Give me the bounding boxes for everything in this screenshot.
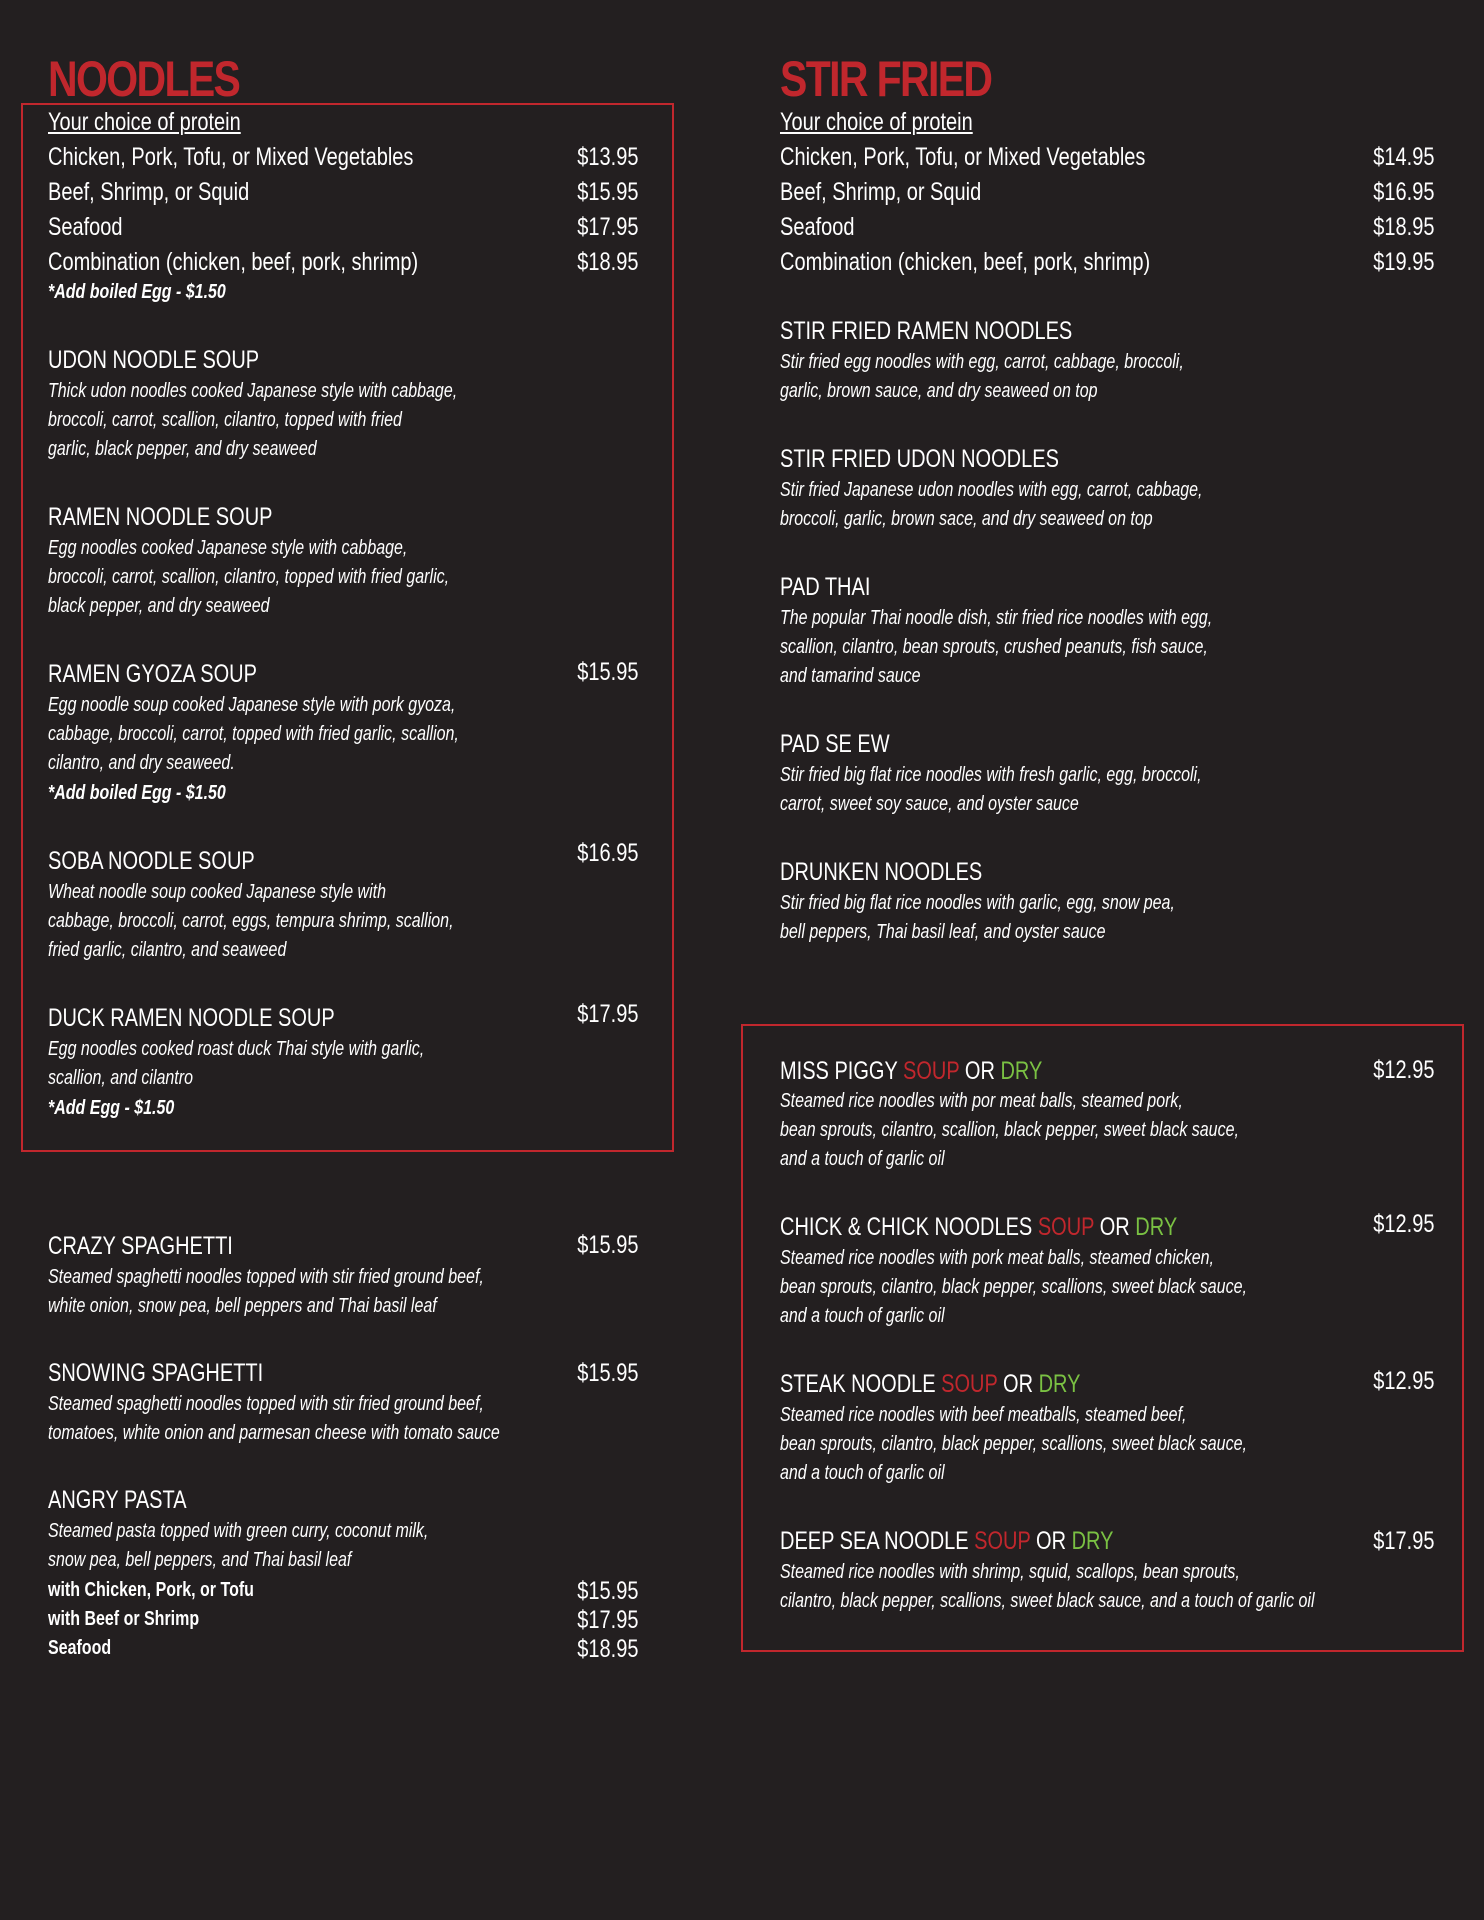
item-description: Stir fried big flat rice noodles with garlic, egg, snow pea, bell peppers, Thai basil leaf, and oyster sauce [780, 892, 1175, 943]
item-name: STIR FRIED RAMEN NOODLES [780, 317, 1073, 345]
stir-fried-protein-price: $19.95 [1372, 248, 1434, 276]
stir-fried-protein-price: $18.95 [1372, 213, 1434, 241]
item-price: $17.95 [576, 1000, 638, 1028]
soup-or-dry-item-title [780, 1211, 1177, 1243]
item-description: Steamed spaghetti noodles topped with stir fried ground beef, tomatoes, white onion and parmesan cheese with tomato sauce [48, 1393, 500, 1444]
item-description: Steamed rice noodles with por meat balls, steamed pork, bean sprouts, cilantro, scallion, black pepper, sweet black sauce, and a touch of garlic oil [780, 1090, 1239, 1170]
dry-label: DRY [1071, 1527, 1114, 1555]
noodles-protein-price: $15.95 [576, 178, 638, 206]
item-price: $16.95 [576, 839, 638, 867]
or-label: OR [1036, 1527, 1067, 1555]
or-label: OR [1003, 1370, 1034, 1398]
soup-or-dry-item-title [780, 1055, 1042, 1087]
item-name: RAMEN NOODLE SOUP [48, 503, 273, 531]
item-description: Egg noodles cooked roast duck Thai style with garlic, scallion, and cilantro [48, 1038, 425, 1089]
item-description: Wheat noodle soup cooked Japanese style with cabbage, broccoli, carrot, eggs, tempura shrimp, scallion, fried garlic, cilantro, and seaweed [48, 881, 454, 961]
item-price: $12.95 [1372, 1210, 1434, 1238]
item-name: PAD SE EW [780, 730, 890, 758]
noodles-protein-heading: Your choice of protein [48, 108, 241, 136]
item-price: $17.95 [1372, 1527, 1434, 1555]
soup-or-dry-item-title [780, 1368, 1080, 1400]
stir-fried-protein-heading: Your choice of protein [780, 108, 973, 136]
noodles-protein-price: $17.95 [576, 213, 638, 241]
item-description: Thick udon noodles cooked Japanese style with cabbage, broccoli, carrot, scallion, cilantro, topped with fried garlic, black pepper, and dry seaweed [48, 380, 458, 460]
noodles-protein-label: Chicken, Pork, Tofu, or Mixed Vegetables [48, 143, 414, 171]
item-description: The popular Thai noodle dish, stir fried rice noodles with egg, scallion, cilantro, bean sprouts, crushed peanuts, fish sauce, and tamarind sauce [780, 607, 1213, 687]
noodles-protein-label: Combination (chicken, beef, pork, shrimp) [48, 248, 419, 276]
item-description: Steamed rice noodles with beef meatballs, steamed beef, bean sprouts, cilantro, black pepper, scallions, sweet black sauce, and a touch of garlic oil [780, 1404, 1247, 1484]
item-name: PAD THAI [780, 573, 871, 601]
item-price: $15.95 [576, 1231, 638, 1259]
stir-fried-protein-label: Beef, Shrimp, or Squid [780, 178, 982, 206]
item-price: $12.95 [1372, 1056, 1434, 1084]
item-name: DRUNKEN NOODLES [780, 858, 983, 886]
egg-note: *Add boiled Egg - $1.50 [48, 782, 226, 804]
item-description: Stir fried big flat rice noodles with fresh garlic, egg, broccoli, carrot, sweet soy sauce, and oyster sauce [780, 764, 1202, 815]
noodles-protein-price: $13.95 [576, 143, 638, 171]
item-price: $12.95 [1372, 1367, 1434, 1395]
item-price: $15.95 [576, 1359, 638, 1387]
noodles-title: NOODLES [48, 51, 240, 107]
item-description: Steamed rice noodles with shrimp, squid, scallops, bean sprouts, cilantro, black pepper, scallions, sweet black sauce, and a touch of garlic oil [780, 1561, 1315, 1612]
stir-fried-protein-price: $14.95 [1372, 143, 1434, 171]
item-name: SOBA NOODLE SOUP [48, 847, 255, 875]
dry-label: DRY [1000, 1057, 1043, 1085]
stir-fried-protein-price: $16.95 [1372, 178, 1434, 206]
noodles-protein-price: $18.95 [576, 248, 638, 276]
soup-or-dry-item-title [780, 1525, 1113, 1557]
item-name: RAMEN GYOZA SOUP [48, 660, 257, 688]
option-price: $18.95 [576, 1635, 638, 1663]
item-description: Steamed spaghetti noodles topped with stir fried ground beef, white onion, snow pea, bell peppers and Thai basil leaf [48, 1266, 484, 1317]
item-name: ANGRY PASTA [48, 1486, 187, 1514]
item-name: DEEP SEA NOODLE [780, 1527, 969, 1555]
dry-label: DRY [1038, 1370, 1081, 1398]
soup-label: SOUP [941, 1370, 998, 1398]
dry-label: DRY [1135, 1213, 1178, 1241]
item-name: SNOWING SPAGHETTI [48, 1359, 264, 1387]
item-name: STIR FRIED UDON NOODLES [780, 445, 1059, 473]
soup-label: SOUP [903, 1057, 960, 1085]
item-price: $15.95 [576, 658, 638, 686]
item-description: Steamed rice noodles with pork meat balls, steamed chicken, bean sprouts, cilantro, black pepper, scallions, sweet black sauce, and a touch of garlic oil [780, 1247, 1247, 1327]
item-name: MISS PIGGY [780, 1057, 898, 1085]
option-price: $17.95 [576, 1606, 638, 1634]
egg-note: *Add Egg - $1.50 [48, 1097, 175, 1119]
item-description: Steamed pasta topped with green curry, coconut milk, snow pea, bell peppers, and Thai basil leaf [48, 1520, 429, 1571]
noodles-protein-label: Beef, Shrimp, or Squid [48, 178, 250, 206]
stir-fried-protein-label: Seafood [780, 213, 855, 241]
option-label: with Beef or Shrimp [48, 1608, 200, 1630]
egg-note: *Add boiled Egg - $1.50 [48, 281, 226, 303]
item-description: Stir fried Japanese udon noodles with egg, carrot, cabbage, broccoli, garlic, brown sace, and dry seaweed on top [780, 479, 1203, 530]
item-description: Stir fried egg noodles with egg, carrot, cabbage, broccoli, garlic, brown sauce, and dry seaweed on top [780, 351, 1184, 402]
item-name: CHICK & CHICK NOODLES [780, 1213, 1033, 1241]
stir-fried-protein-label: Chicken, Pork, Tofu, or Mixed Vegetables [780, 143, 1146, 171]
soup-label: SOUP [1037, 1213, 1095, 1241]
stir-fried-protein-label: Combination (chicken, beef, pork, shrimp) [780, 248, 1151, 276]
item-name: UDON NOODLE SOUP [48, 346, 260, 374]
noodles-protein-label: Seafood [48, 213, 123, 241]
stir-fried-title: STIR FRIED [780, 51, 992, 107]
option-label: Seafood [48, 1637, 112, 1659]
item-description: Egg noodle soup cooked Japanese style with pork gyoza, cabbage, broccoli, carrot, topped with fried garlic, scallion, cilantro, and dry seaweed. [48, 694, 459, 774]
item-description: Egg noodles cooked Japanese style with cabbage, broccoli, carrot, scallion, cilantro, topped with fried garlic, black pepper, and dry seaweed [48, 537, 450, 617]
option-price: $15.95 [576, 1577, 638, 1605]
or-label: OR [964, 1057, 995, 1085]
or-label: OR [1099, 1213, 1130, 1241]
option-label: with Chicken, Pork, or Tofu [48, 1579, 254, 1601]
item-name: CRAZY SPAGHETTI [48, 1232, 233, 1260]
item-name: DUCK RAMEN NOODLE SOUP [48, 1004, 335, 1032]
soup-label: SOUP [974, 1527, 1031, 1555]
item-name: STEAK NOODLE [780, 1370, 936, 1398]
